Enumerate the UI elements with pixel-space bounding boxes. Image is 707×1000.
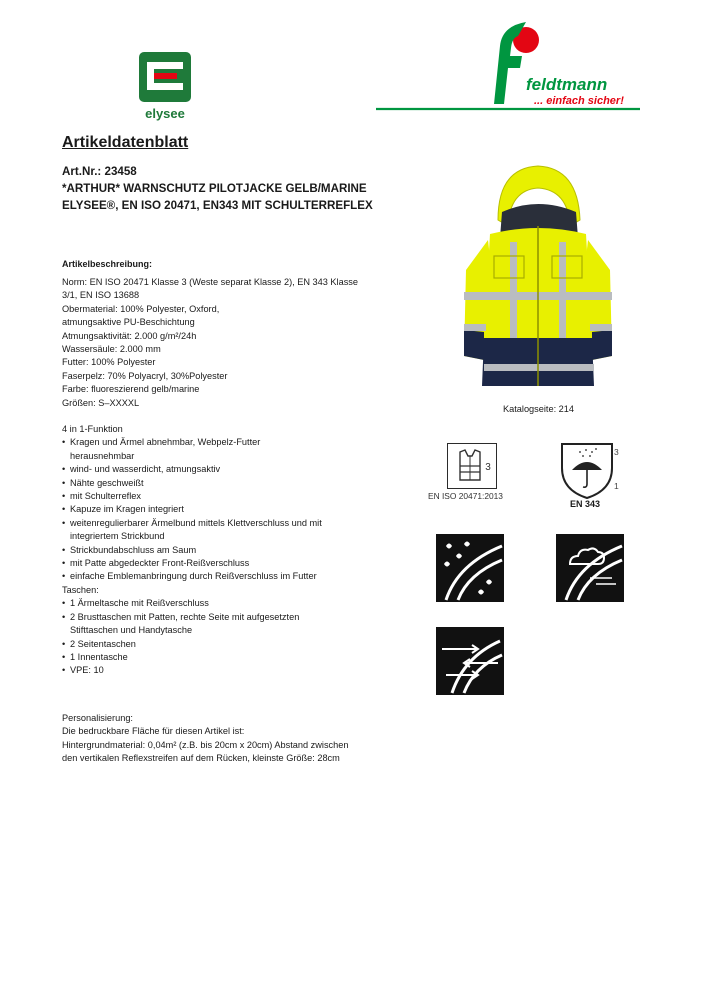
rain-protection-icon [436,534,504,602]
description-line: atmungsaktive PU-Beschichtung [62,317,195,328]
description-line: Wassersäule: 2.000 mm [62,344,161,355]
catalog-page: Katalogseite: 214 [503,404,575,414]
pocket-item: • 2 Seitentaschen [62,638,402,651]
description-line: Norm: EN ISO 20471 Klasse 3 (Weste separat Klasse 2), EN 343 Klasse [62,277,359,287]
iso-20471-label: EN ISO 20471:2013 [428,491,503,501]
pockets-heading: Taschen: [62,584,99,595]
feature-item: • Nähte geschweißt [62,477,402,490]
personalization-heading: Personalisierung: [62,713,133,723]
elysee-logo [133,50,197,125]
packaging-unit: • VPE: 10 [62,664,402,677]
product-image [458,160,618,400]
pocket-item: • 1 Innentasche [62,651,402,664]
feature-list [62,423,402,678]
feature-item: • wind- und wasserdicht, atmungsaktiv [62,463,402,476]
page-title: Artikeldatenblatt [62,134,189,151]
breathability-icon [436,627,504,695]
feldtmann-logo-text: feldtmann [526,75,608,94]
iso-class-number: 3 [485,462,491,473]
feature-item-continued: integriertem Strickbund [70,531,165,542]
pocket-item-continued: Stifttaschen und Handytasche [70,625,193,636]
personalization-block [62,712,402,766]
feature-item: • mit Patte abgedeckter Front-Reißverschluss [62,557,402,570]
description-line: Farbe: fluoreszierend gelb/marine [62,384,200,395]
pocket-item: • 2 Brusttaschen mit Patten, rechte Seite mit aufgesetzten [62,611,402,624]
feature-item: • Strickbundabschluss am Saum [62,544,402,557]
article-name-line2: ELYSEE®, EN ISO 20471, EN343 MIT SCHULTERREFLEX [62,199,373,212]
elysee-logo-text: elysee [145,106,185,121]
description-line: Obermaterial: 100% Polyester, Oxford, [62,303,220,314]
feature-item: • mit Schulterreflex [62,490,402,503]
feldtmann-logo [376,16,640,112]
article-name-line1: *ARTHUR* WARNSCHUTZ PILOTJACKE GELB/MARINE [62,182,367,195]
description-heading: Artikelbeschreibung: [62,259,153,269]
personalization-line: Die bedruckbare Fläche für diesen Artikel ist: [62,726,245,737]
description-line: Atmungsaktivität: 2.000 g/m²/24h [62,330,197,341]
en343-label: EN 343 [570,499,601,509]
description-line: Größen: S–XXXXL [62,397,140,408]
feature-intro: 4 in 1-Funktion [62,424,123,434]
description-block [62,276,392,410]
pocket-item: • 1 Ärmeltasche mit Reißverschluss [62,597,402,610]
feature-item: • Kapuze im Kragen integriert [62,503,402,516]
article-number: Art.Nr.: 23458 [62,165,137,178]
feature-item: • einfache Emblemanbringung durch Reißverschluss im Futter [62,570,402,583]
feature-item: • Kragen und Ärmel abnehmbar, Webpelz-Futter [62,436,402,449]
feldtmann-slogan: ... einfach sicher! [534,95,624,107]
description-line: 3/1, EN ISO 13688 [62,290,140,301]
feature-item: • weitenregulierbarer Ärmelbund mittels Klettverschluss und mit [62,517,402,530]
article-header [62,163,482,214]
personalization-line: Hintergrundmaterial: 0,04m² (z.B. bis 20cm x 20cm) Abstand zwischen [62,739,349,750]
personalization-line: den vertikalen Reflexstreifen auf dem Rücken, kleinste Größe: 28cm [62,753,340,764]
en343-class-bottom: 1 [614,481,619,491]
umbrella-shield-icon [556,440,622,500]
description-line: Faserpelz: 70% Polyacryl, 30%Polyester [62,370,228,381]
en343-class-top: 3 [614,447,619,457]
description-line: Futter: 100% Polyester [62,357,156,368]
feature-item-continued: herausnehmbar [70,450,135,461]
wind-protection-icon [556,534,624,602]
hi-vis-vest-icon [447,443,497,489]
